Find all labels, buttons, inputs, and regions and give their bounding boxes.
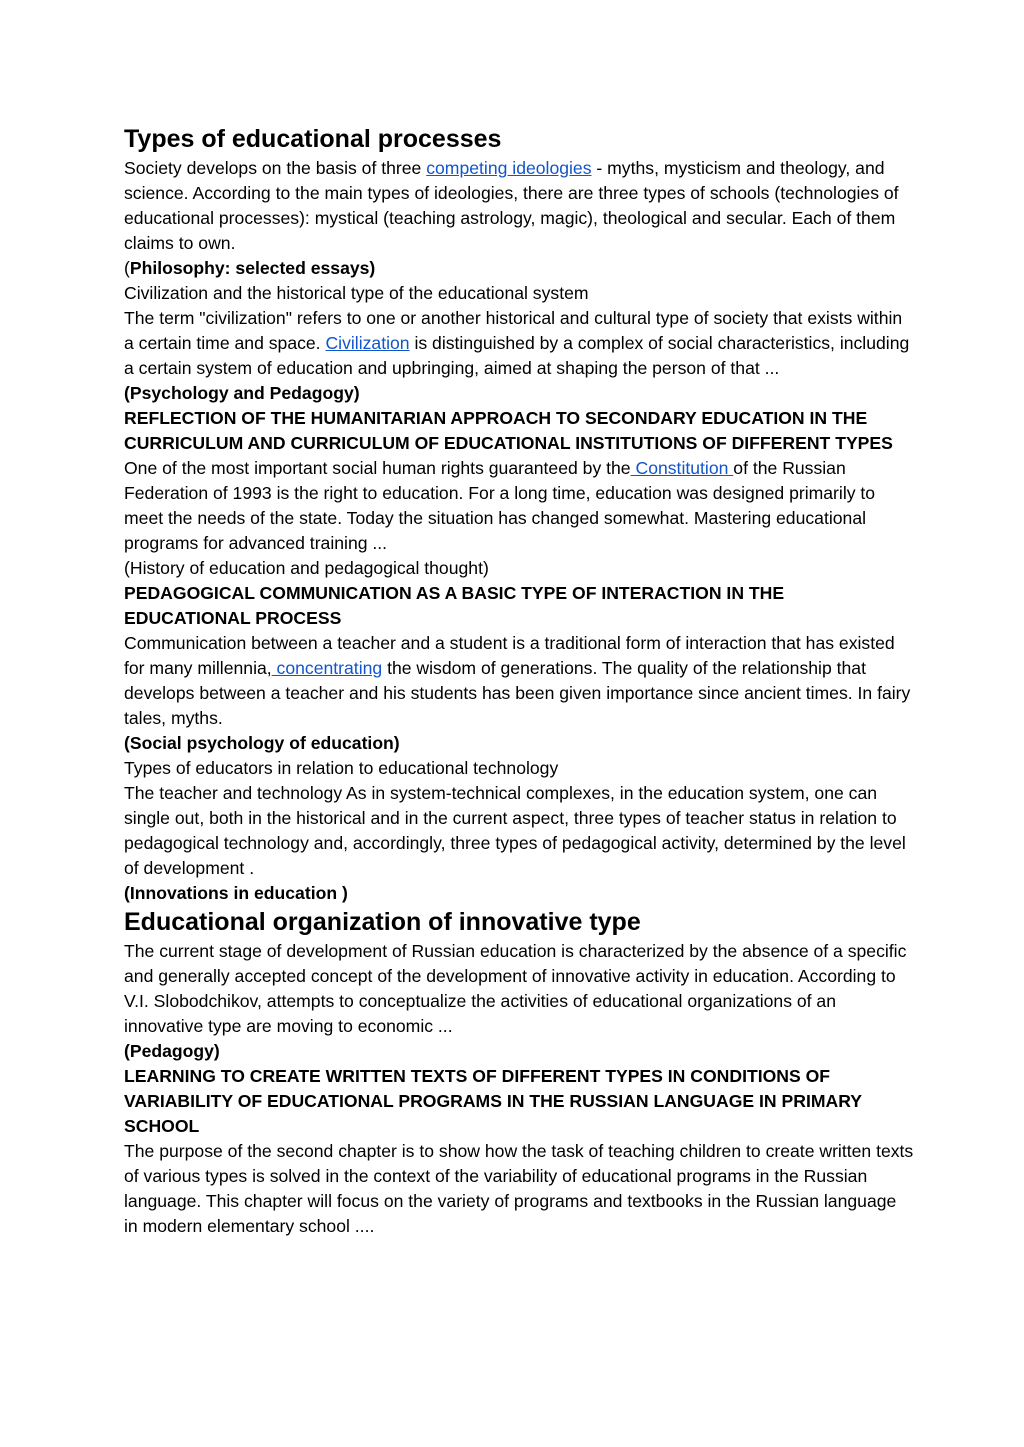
paragraph-text: is distinguished by a complex of social characteristics, including a certain system of education and upbringing, aimed at shaping the person of that ... — [124, 333, 910, 378]
source-open-paren: ( — [124, 258, 130, 278]
line-civilization-historical-type: Civilization and the historical type of the educational system — [124, 283, 589, 303]
caps-heading-humanitarian-approach: REFLECTION OF THE HUMANITARIAN APPROACH TO SECONDARY EDUCATION IN THE CURRICULUM AND CURRICULUM OF EDUCATIONAL INSTITUTIONS OF DIFFERENT TYPES — [124, 408, 893, 453]
source-psychology-pedagogy: (Psychology and Pedagogy) — [124, 383, 360, 403]
source-title: Philosophy: selected essays) — [129, 258, 376, 278]
section-heading-educational-organization: Educational organization of innovative type — [124, 908, 641, 936]
line-types-of-educators: Types of educators in relation to educational technology — [124, 758, 559, 778]
link-civilization[interactable]: Civilization — [325, 333, 410, 353]
paragraph-teacher-technology: The teacher and technology As in system-technical complexes, in the education system, one can single out, both in the historical and in the current aspect, three types of teacher status in relation to pedagogical technology and, accordingly, three types of pedagogical activity, determined by the level of development . — [124, 783, 906, 878]
paragraph-text: the wisdom of generations. The quality of the relationship that develops between a teacher and his students has been given importance since ancient times. In fairy tales, myths. — [124, 658, 911, 728]
link-concentrating[interactable]: concentrating — [271, 658, 383, 678]
source-history-of-education: (History of education and pedagogical thought) — [124, 558, 489, 578]
paragraph-second-chapter: The purpose of the second chapter is to show how the task of teaching children to create written texts of various types is solved in the context of the variability of educational programs in the Russian language. This chapter will focus on the variety of programs and textbooks in the Russian language in modern elementary school .... — [124, 1141, 914, 1236]
source-innovations-in-education: (Innovations in education ) — [124, 883, 348, 903]
paragraph-communication — [124, 631, 914, 731]
paragraph-text: Society develops on the basis of three — [124, 158, 427, 178]
source-social-psychology: (Social psychology of education) — [124, 733, 400, 753]
paragraph-constitution — [124, 456, 914, 556]
link-competing-ideologies[interactable]: competing ideologies — [426, 158, 592, 178]
paragraph-civilization — [124, 306, 914, 381]
source-philosophy — [124, 256, 914, 281]
paragraph-text: Communication between a teacher and a student is a traditional form of interaction that has existed for many millennia, — [124, 633, 895, 678]
paragraph-text: The term "civilization" refers to one or another historical and cultural type of society that exists within a certain time and space. — [124, 308, 903, 353]
section-heading-types-of-educational-processes: Types of educational processes — [124, 125, 502, 153]
paragraph-innovative-activity: The current stage of development of Russian education is characterized by the absence of a specific and generally accepted concept of the development of innovative activity in education. According to V.I. Slobodchikov, attempts to conceptualize the activities of educational organizations of an innovative type are moving to economic ... — [124, 941, 907, 1036]
paragraph-text: - myths, mysticism and theology, and science. According to the main types of ideologies, there are three types of schools (technologies of educational processes): mystical (teaching astrology, magic), theological and secular. Each of them claims to own. — [124, 158, 899, 253]
paragraph-ideologies — [124, 156, 914, 256]
caps-heading-learning-to-create-texts: LEARNING TO CREATE WRITTEN TEXTS OF DIFFERENT TYPES IN CONDITIONS OF VARIABILITY OF EDUCATIONAL PROGRAMS IN THE RUSSIAN LANGUAGE IN PRIMARY SCHOOL — [124, 1066, 862, 1136]
paragraph-text: of the Russian Federation of 1993 is the right to education. For a long time, education was designed primarily to meet the needs of the state. Today the situation has changed somewhat. Mastering educational programs for advanced training ... — [124, 458, 876, 553]
link-constitution[interactable]: Constitution — [630, 458, 734, 478]
caps-heading-pedagogical-communication: PEDAGOGICAL COMMUNICATION AS A BASIC TYPE OF INTERACTION IN THE EDUCATIONAL PROCESS — [124, 583, 785, 628]
document-page — [124, 122, 914, 1239]
source-pedagogy: (Pedagogy) — [124, 1041, 220, 1061]
paragraph-text: One of the most important social human rights guaranteed by the — [124, 458, 631, 478]
